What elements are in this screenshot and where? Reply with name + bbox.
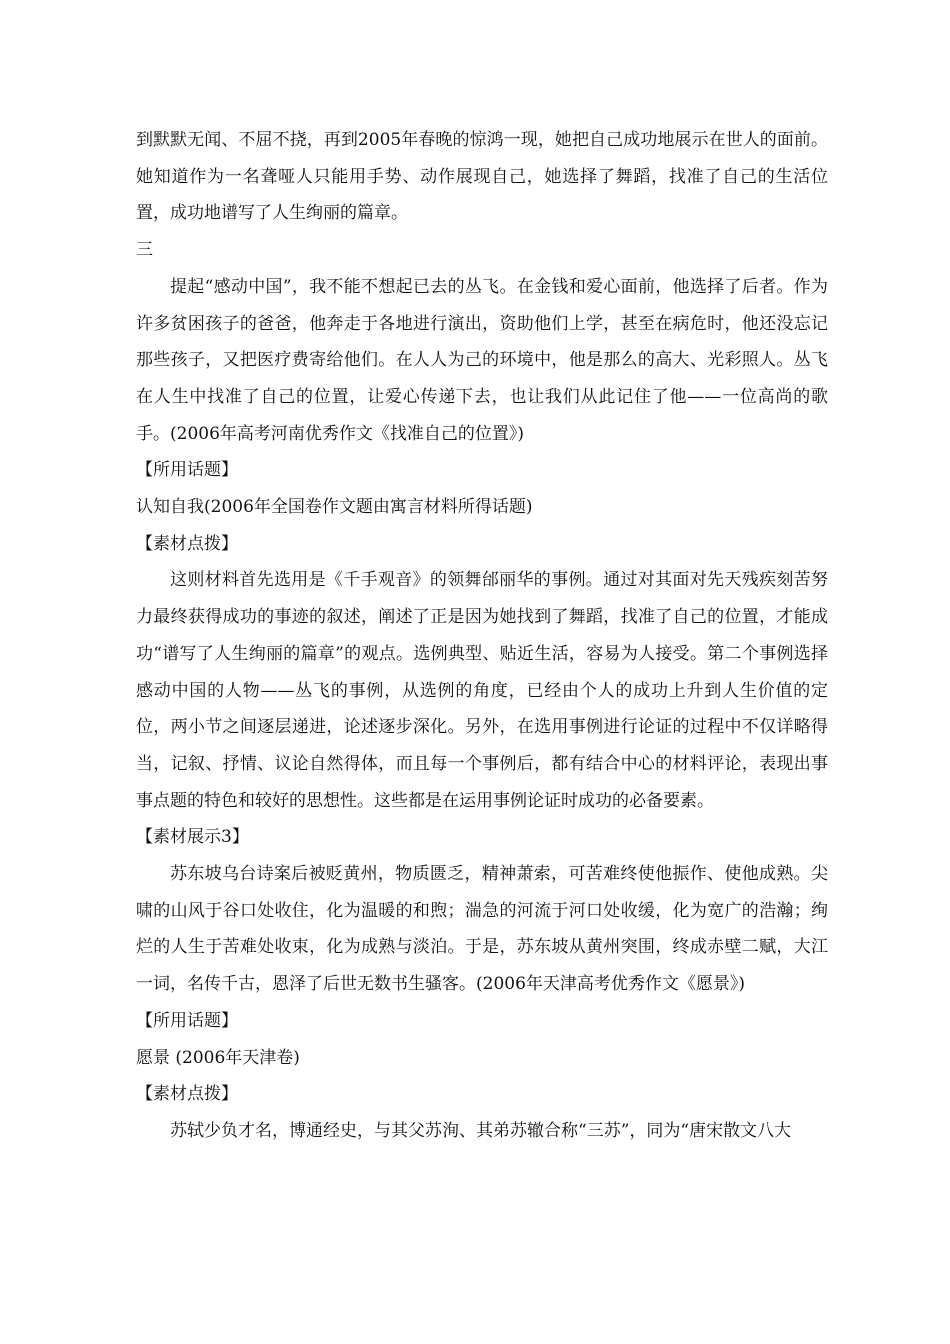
material-heading: 【素材展示3】 bbox=[136, 827, 249, 848]
paragraph-continuation: 到默默无闻、不屈不挠，再到2005年春晚的惊鸿一现，她把自己成功地展示在世人的面前。她知道作为一名聋哑人只能用手势、动作展现自己，她选择了舞蹈，找准了自己的生活位置，成功地谱写了人生绚丽的篇章。 bbox=[136, 130, 828, 224]
paragraph-congfei: 提起“感动中国”，我不能不想起已去的丛飞。在金钱和爱心面前，他选择了后者。作为许多贫困孩子的爸爸，他奔走于各地进行演出，资助他们上学，甚至在病危时，他还没忘记那些孩子，又把医疗费寄给他们。在人人为己的环境中，他是那么的高大、光彩照人。丛飞在人生中找准了自己的位置，让爱心传递下去，也让我们从此记住了他——一位高尚的歌手。(2006年高考河南优秀作文《找准自己的位置》) bbox=[136, 276, 828, 444]
commentary-heading: 【素材点拨】 bbox=[136, 533, 238, 554]
topic-heading: 【所用话题】 bbox=[136, 460, 238, 481]
topic-text: 认知自我(2006年全国卷作文题由寓言材料所得话题) bbox=[136, 497, 533, 518]
paragraph-sudongpo: 苏东坡乌台诗案后被贬黄州，物质匮乏，精神萧索，可苦难终使他振作、使他成熟。尖啸的山风于谷口处收住，化为温暖的和煦；湍急的河流于河口处收缓，化为宽广的浩瀚；绚烂的人生于苦难处收束，化为成熟与淡泊。于是，苏东坡从黄州突围，终成赤壁二赋，大江一词，名传千古，恩泽了后世无数书生骚客。(2006年天津高考优秀作文《愿景》) bbox=[136, 864, 828, 995]
paragraph-commentary: 这则材料首先选用是《千手观音》的领舞邰丽华的事例。通过对其面对先天残疾刻苦努力最终获得成功的事迹的叙述，阐述了正是因为她找到了舞蹈，找准了自己的位置，才能成功“谱写了人生绚丽的篇章”的观点。选例典型、贴近生活，容易为人接受。第二个事例选择感动中国的人物——丛飞的事例，从选例的角度，已经由个人的成功上升到人生价值的定位，两小节之间逐层递进，论述逐步深化。另外，在选用事例进行论证的过程中不仅详略得当，记叙、抒情、议论自然得体，而且每一个事例后，都有结合中心的材料评论，表现出事事点题的特色和较好的思想性。这些都是在运用事例论证时成功的必备要素。 bbox=[136, 570, 828, 811]
section-number: 三 bbox=[136, 240, 153, 261]
document-body bbox=[136, 122, 828, 1150]
paragraph-sushi: 苏轼少负才名，博通经史，与其父苏洵、其弟苏辙合称“三苏”，同为“唐宋散文八大 bbox=[170, 1120, 792, 1141]
commentary-heading-2: 【素材点拨】 bbox=[136, 1084, 238, 1105]
topic-text-2: 愿景 (2006年天津卷) bbox=[136, 1047, 300, 1068]
topic-heading-2: 【所用话题】 bbox=[136, 1010, 238, 1031]
